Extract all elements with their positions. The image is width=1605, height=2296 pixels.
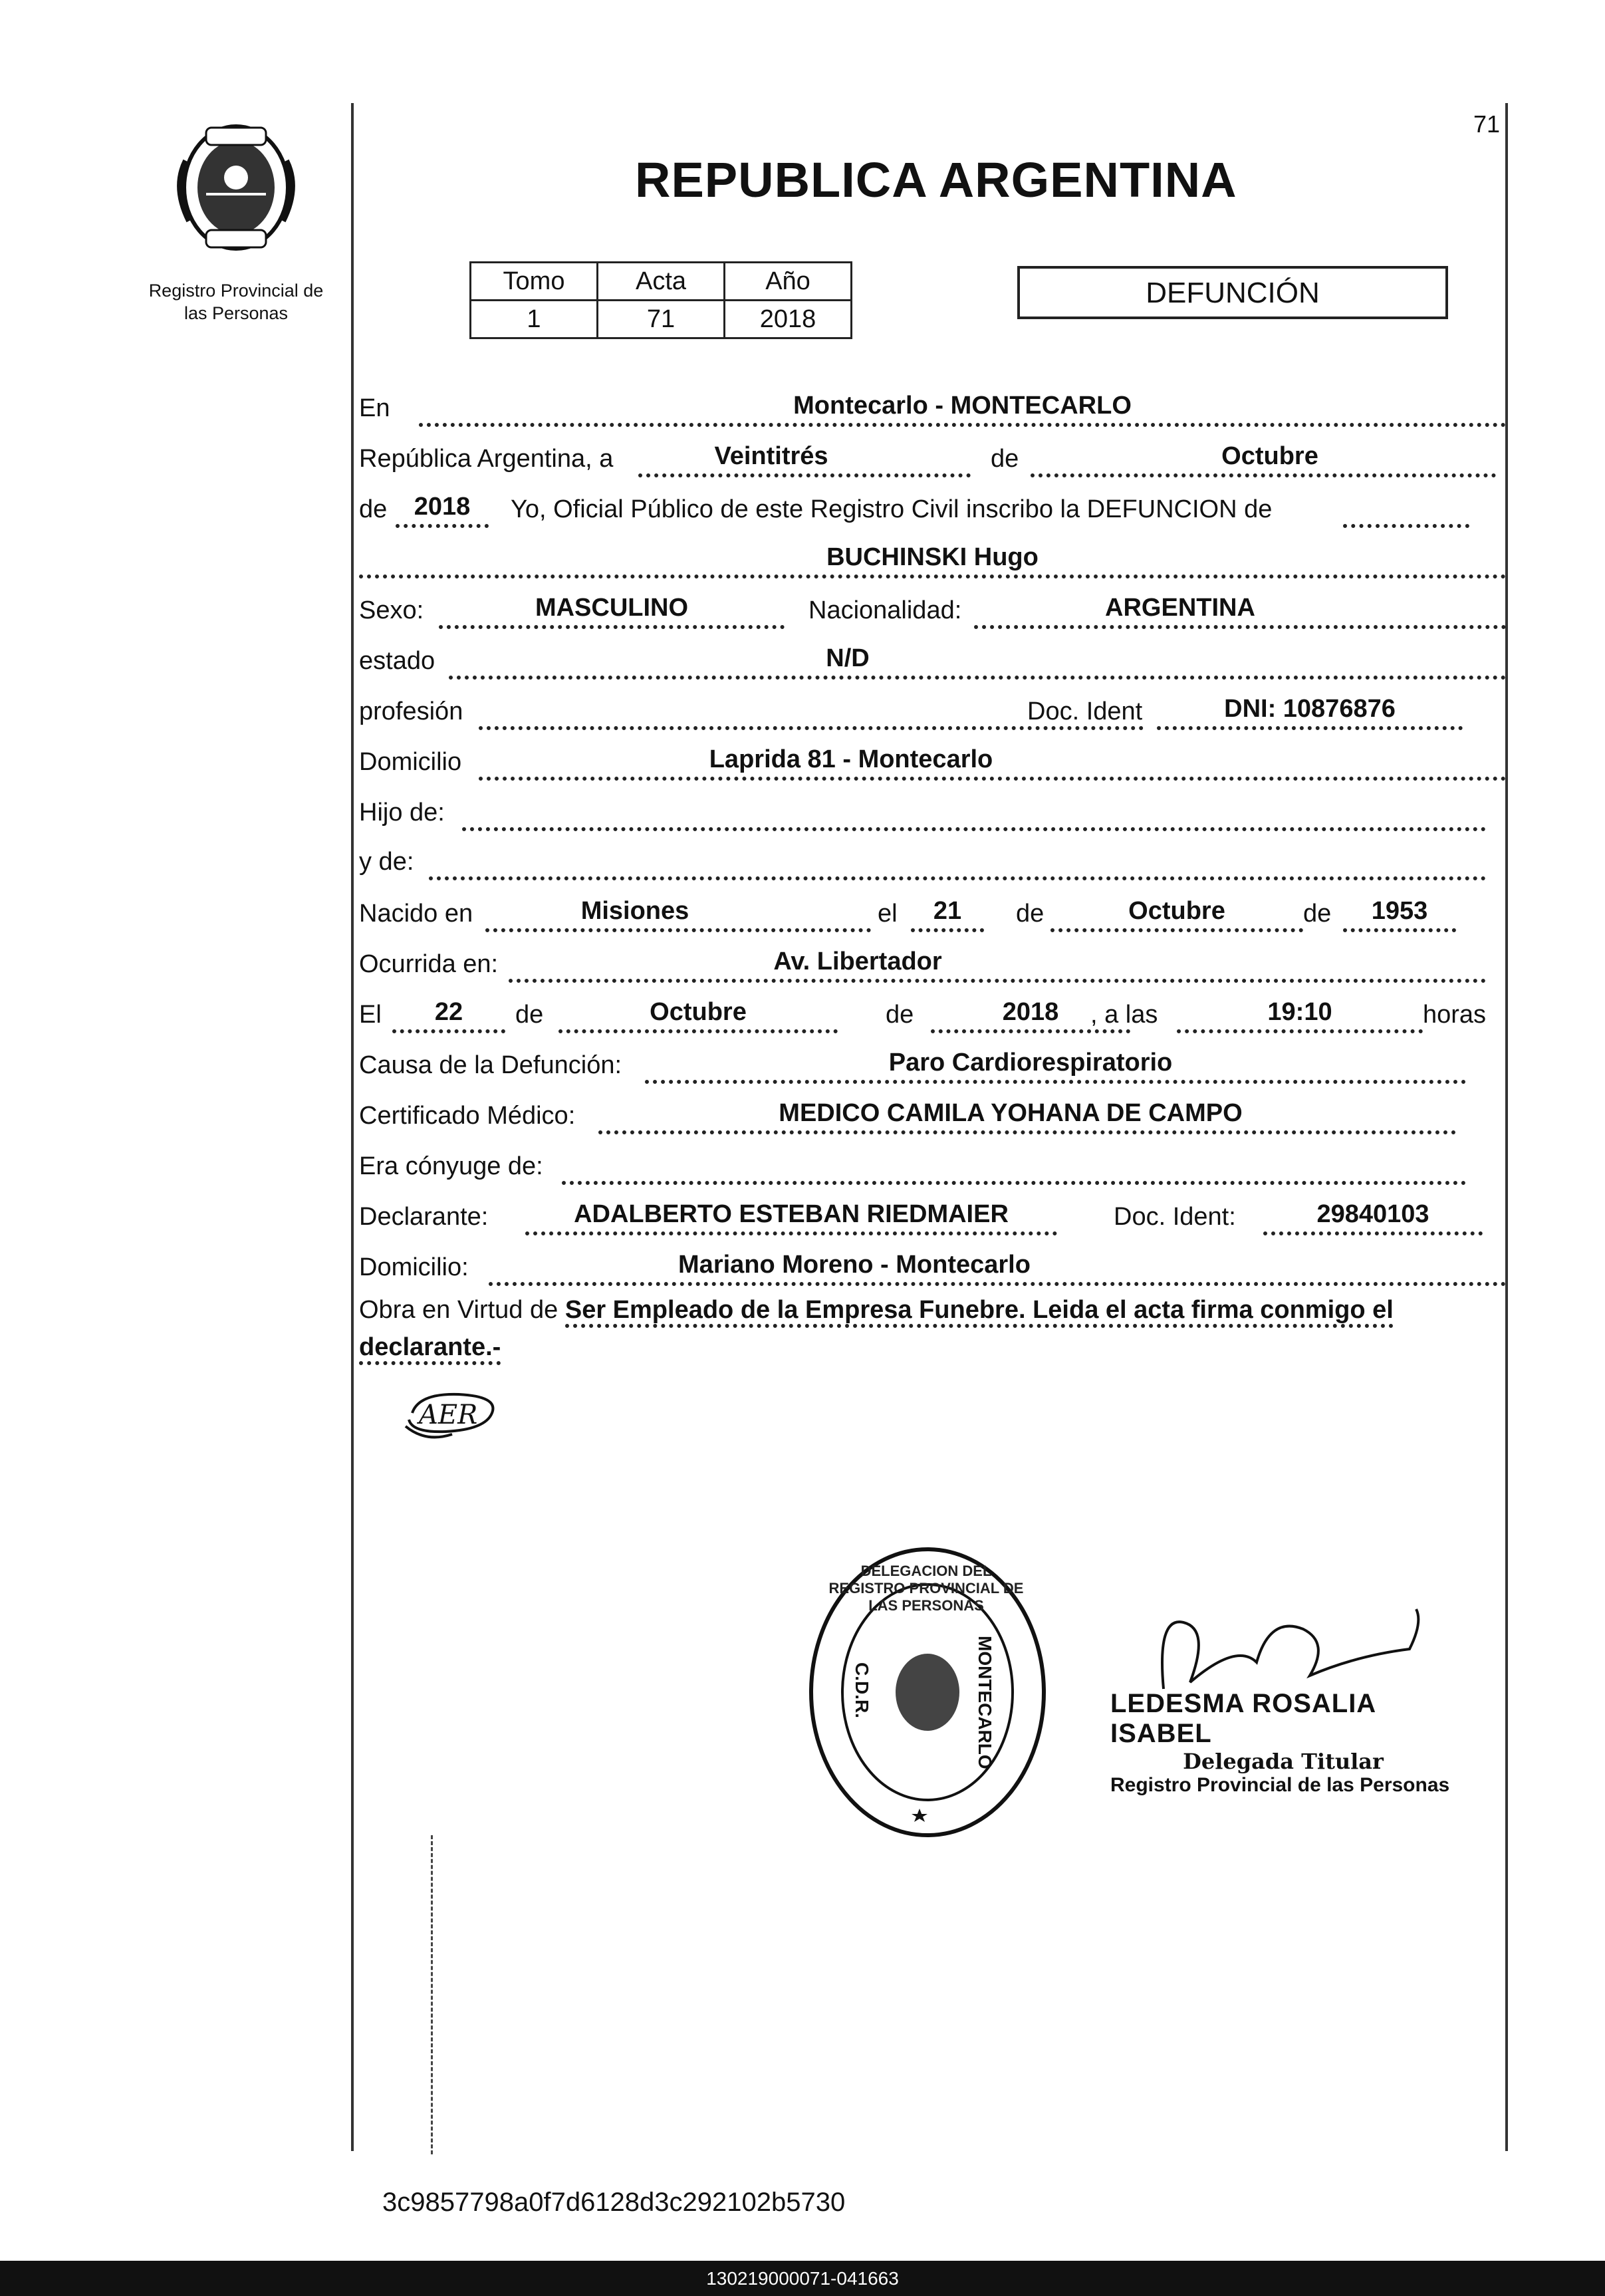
profesion-label: profesión bbox=[359, 698, 463, 725]
de-label: de bbox=[991, 445, 1019, 473]
page-number: 71 bbox=[1473, 110, 1501, 138]
birth-de2-label: de bbox=[1303, 900, 1332, 928]
el2-label: El bbox=[359, 1001, 382, 1029]
registry-header-row bbox=[471, 263, 852, 301]
ocurrida-label: Ocurrida en: bbox=[359, 950, 499, 978]
day-dots bbox=[638, 473, 971, 477]
el-label: el bbox=[878, 900, 898, 928]
nacionalidad-value: ARGENTINA bbox=[1105, 594, 1255, 622]
stitch-marks bbox=[431, 1835, 433, 2154]
nacionalidad-dots bbox=[974, 625, 1506, 629]
org-line-1: Registro Provincial de bbox=[148, 281, 324, 301]
certificado-label: Certificado Médico: bbox=[359, 1102, 576, 1130]
seal-outer-text: DELEGACION DEL REGISTRO PROVINCIAL DE LAS PERSONAS bbox=[828, 1563, 1024, 1614]
registry-value-ano: 2018 bbox=[725, 301, 852, 338]
nacionalidad-label: Nacionalidad: bbox=[808, 596, 962, 624]
row-domicilio bbox=[359, 739, 1506, 786]
document-hash: 3c9857798a0f7d6128d3c292102b5730 bbox=[382, 2188, 846, 2217]
conyuge-dots bbox=[562, 1181, 1466, 1185]
decl-domicilio-value: Mariano Moreno - Montecarlo bbox=[678, 1251, 1031, 1279]
row-obra bbox=[359, 1291, 1509, 1366]
row-causa bbox=[359, 1043, 1506, 1089]
row-profesion bbox=[359, 689, 1506, 735]
row-en bbox=[359, 386, 1506, 432]
declarant-initials-text: AER bbox=[419, 1400, 478, 1430]
estado-dots bbox=[449, 676, 1506, 680]
row-hijo bbox=[359, 790, 1506, 836]
footer-code: 130219000071-041663 bbox=[706, 2268, 899, 2289]
decl-domicilio-label: Domicilio: bbox=[359, 1253, 469, 1281]
row-estado bbox=[359, 638, 1506, 685]
registry-value-tomo: 1 bbox=[471, 301, 598, 338]
conyuge-label: Era cónyuge de: bbox=[359, 1152, 543, 1180]
doc-ident-value: DNI: 10876876 bbox=[1224, 695, 1396, 723]
causa-value: Paro Cardiorespiratorio bbox=[888, 1049, 1173, 1077]
province-emblem bbox=[160, 114, 312, 261]
birth-month: Octubre bbox=[1128, 897, 1225, 925]
death-time-dots bbox=[1177, 1029, 1423, 1033]
birth-year-dots bbox=[1343, 928, 1456, 932]
row-nacido bbox=[359, 891, 1506, 938]
horas-label: horas bbox=[1423, 1001, 1487, 1029]
death-de1-label: de bbox=[515, 1001, 544, 1029]
death-month-dots bbox=[558, 1029, 838, 1033]
death-day: 22 bbox=[434, 998, 463, 1026]
page-title: REPUBLICA ARGENTINA bbox=[635, 152, 1237, 207]
official-role: Delegada Titular bbox=[1183, 1749, 1384, 1774]
nacido-dots bbox=[485, 928, 871, 932]
death-day-dots bbox=[392, 1029, 505, 1033]
row-yde bbox=[359, 839, 1506, 886]
death-de2-label: de bbox=[886, 1001, 914, 1029]
obra-value-line1: Ser Empleado de la Empresa Funebre. Leida el acta firma conmigo el bbox=[565, 1296, 1394, 1328]
decl-doc-value: 29840103 bbox=[1316, 1200, 1429, 1228]
row-certificado bbox=[359, 1093, 1506, 1140]
seal-inner-right: MONTECARLO bbox=[975, 1636, 995, 1769]
causa-dots bbox=[645, 1080, 1466, 1084]
sexo-value: MASCULINO bbox=[535, 594, 689, 622]
deceased-name: BUCHINSKI Hugo bbox=[826, 543, 1039, 571]
profesion-dots bbox=[479, 726, 1144, 730]
row-decl-domicilio bbox=[359, 1245, 1506, 1291]
doc-ident-dots bbox=[1157, 726, 1463, 730]
declarante-dots bbox=[525, 1231, 1057, 1235]
month-written: Octubre bbox=[1221, 442, 1318, 470]
nacido-label: Nacido en bbox=[359, 900, 473, 928]
domicilio-value: Laprida 81 - Montecarlo bbox=[709, 745, 993, 773]
row-fecha-defuncion bbox=[359, 992, 1506, 1039]
death-month: Octubre bbox=[650, 998, 747, 1026]
row-deceased-name bbox=[359, 537, 1506, 584]
oficial-dots bbox=[1343, 524, 1469, 528]
birth-day-dots bbox=[911, 928, 984, 932]
seal-inner-left: C.D.R. bbox=[852, 1662, 872, 1718]
en-label: En bbox=[359, 394, 390, 422]
birth-year: 1953 bbox=[1371, 897, 1428, 925]
row-declarante bbox=[359, 1194, 1506, 1241]
row-conyuge bbox=[359, 1144, 1506, 1190]
oficial-text: Yo, Oficial Público de este Registro Civil inscribo la DEFUNCION de bbox=[511, 495, 1273, 523]
yde-dots bbox=[429, 876, 1486, 880]
decl-domicilio-dots bbox=[489, 1282, 1506, 1286]
certificado-value: MEDICO CAMILA YOHANA DE CAMPO bbox=[779, 1099, 1243, 1127]
official-name: LEDESMA ROSALIA ISABEL bbox=[1110, 1689, 1376, 1748]
sexo-label: Sexo: bbox=[359, 596, 424, 624]
certificado-dots bbox=[598, 1130, 1456, 1134]
registry-header-ano: Año bbox=[725, 263, 852, 301]
decl-doc-dots bbox=[1263, 1231, 1483, 1235]
death-time: 19:10 bbox=[1267, 998, 1332, 1026]
emblem-icon bbox=[160, 114, 312, 261]
left-border-line bbox=[351, 103, 354, 2151]
decl-doc-label: Doc. Ident: bbox=[1114, 1203, 1236, 1231]
estado-value: N/D bbox=[826, 644, 870, 672]
registry-header-tomo: Tomo bbox=[471, 263, 598, 301]
nacido-value: Misiones bbox=[580, 897, 689, 925]
death-year-dots bbox=[931, 1029, 1130, 1033]
obra-label: Obra en Virtud de bbox=[359, 1296, 558, 1324]
de2-label: de bbox=[359, 495, 388, 523]
hijo-label: Hijo de: bbox=[359, 799, 445, 827]
alas-label: , a las bbox=[1090, 1001, 1158, 1029]
birth-month-dots bbox=[1050, 928, 1303, 932]
month-dots bbox=[1031, 473, 1496, 477]
death-year: 2018 bbox=[1002, 998, 1059, 1026]
row-oficial bbox=[359, 487, 1506, 533]
registry-table bbox=[469, 261, 852, 339]
hijo-dots bbox=[462, 827, 1486, 831]
ocurrida-value: Av. Libertador bbox=[773, 948, 942, 975]
causa-label: Causa de la Defunción: bbox=[359, 1051, 622, 1079]
document-type-box: DEFUNCIÓN bbox=[1017, 266, 1448, 319]
footer-bar bbox=[0, 2261, 1605, 2296]
doc-ident-label: Doc. Ident bbox=[1027, 698, 1143, 725]
signature-scribble-icon bbox=[1157, 1602, 1436, 1702]
yde-label: y de: bbox=[359, 848, 414, 876]
en-dots bbox=[419, 423, 1506, 427]
row-republica bbox=[359, 436, 1506, 483]
declarante-label: Declarante: bbox=[359, 1203, 489, 1231]
domicilio-label: Domicilio bbox=[359, 748, 462, 776]
declarant-initials-signature bbox=[399, 1386, 505, 1446]
official-seal bbox=[804, 1543, 1050, 1842]
estado-label: estado bbox=[359, 647, 435, 675]
official-signature-scribble bbox=[1157, 1602, 1436, 1702]
birth-de1-label: de bbox=[1016, 900, 1045, 928]
domicilio-dots bbox=[479, 777, 1506, 781]
registry-value-acta: 71 bbox=[598, 301, 725, 338]
en-value: Montecarlo - MONTECARLO bbox=[793, 392, 1132, 420]
year-value: 2018 bbox=[414, 493, 471, 521]
sexo-dots bbox=[439, 625, 785, 629]
org-line-2: las Personas bbox=[184, 303, 289, 323]
official-organization: Registro Provincial de las Personas bbox=[1110, 1774, 1450, 1796]
name-dots bbox=[359, 574, 1506, 578]
year-dots bbox=[396, 524, 489, 528]
declarante-value: ADALBERTO ESTEBAN RIEDMAIER bbox=[574, 1200, 1009, 1228]
registry-value-row bbox=[471, 301, 852, 338]
row-ocurrida bbox=[359, 942, 1506, 988]
obra-value-line2: declarante.- bbox=[359, 1333, 501, 1365]
republica-label: República Argentina, a bbox=[359, 445, 614, 473]
ocurrida-dots bbox=[509, 979, 1486, 983]
organization-name bbox=[136, 279, 336, 324]
birth-day: 21 bbox=[933, 897, 962, 925]
day-written: Veintitrés bbox=[714, 442, 828, 470]
row-sexo bbox=[359, 588, 1506, 634]
signature-block bbox=[1110, 1689, 1456, 1797]
registry-header-acta: Acta bbox=[598, 263, 725, 301]
